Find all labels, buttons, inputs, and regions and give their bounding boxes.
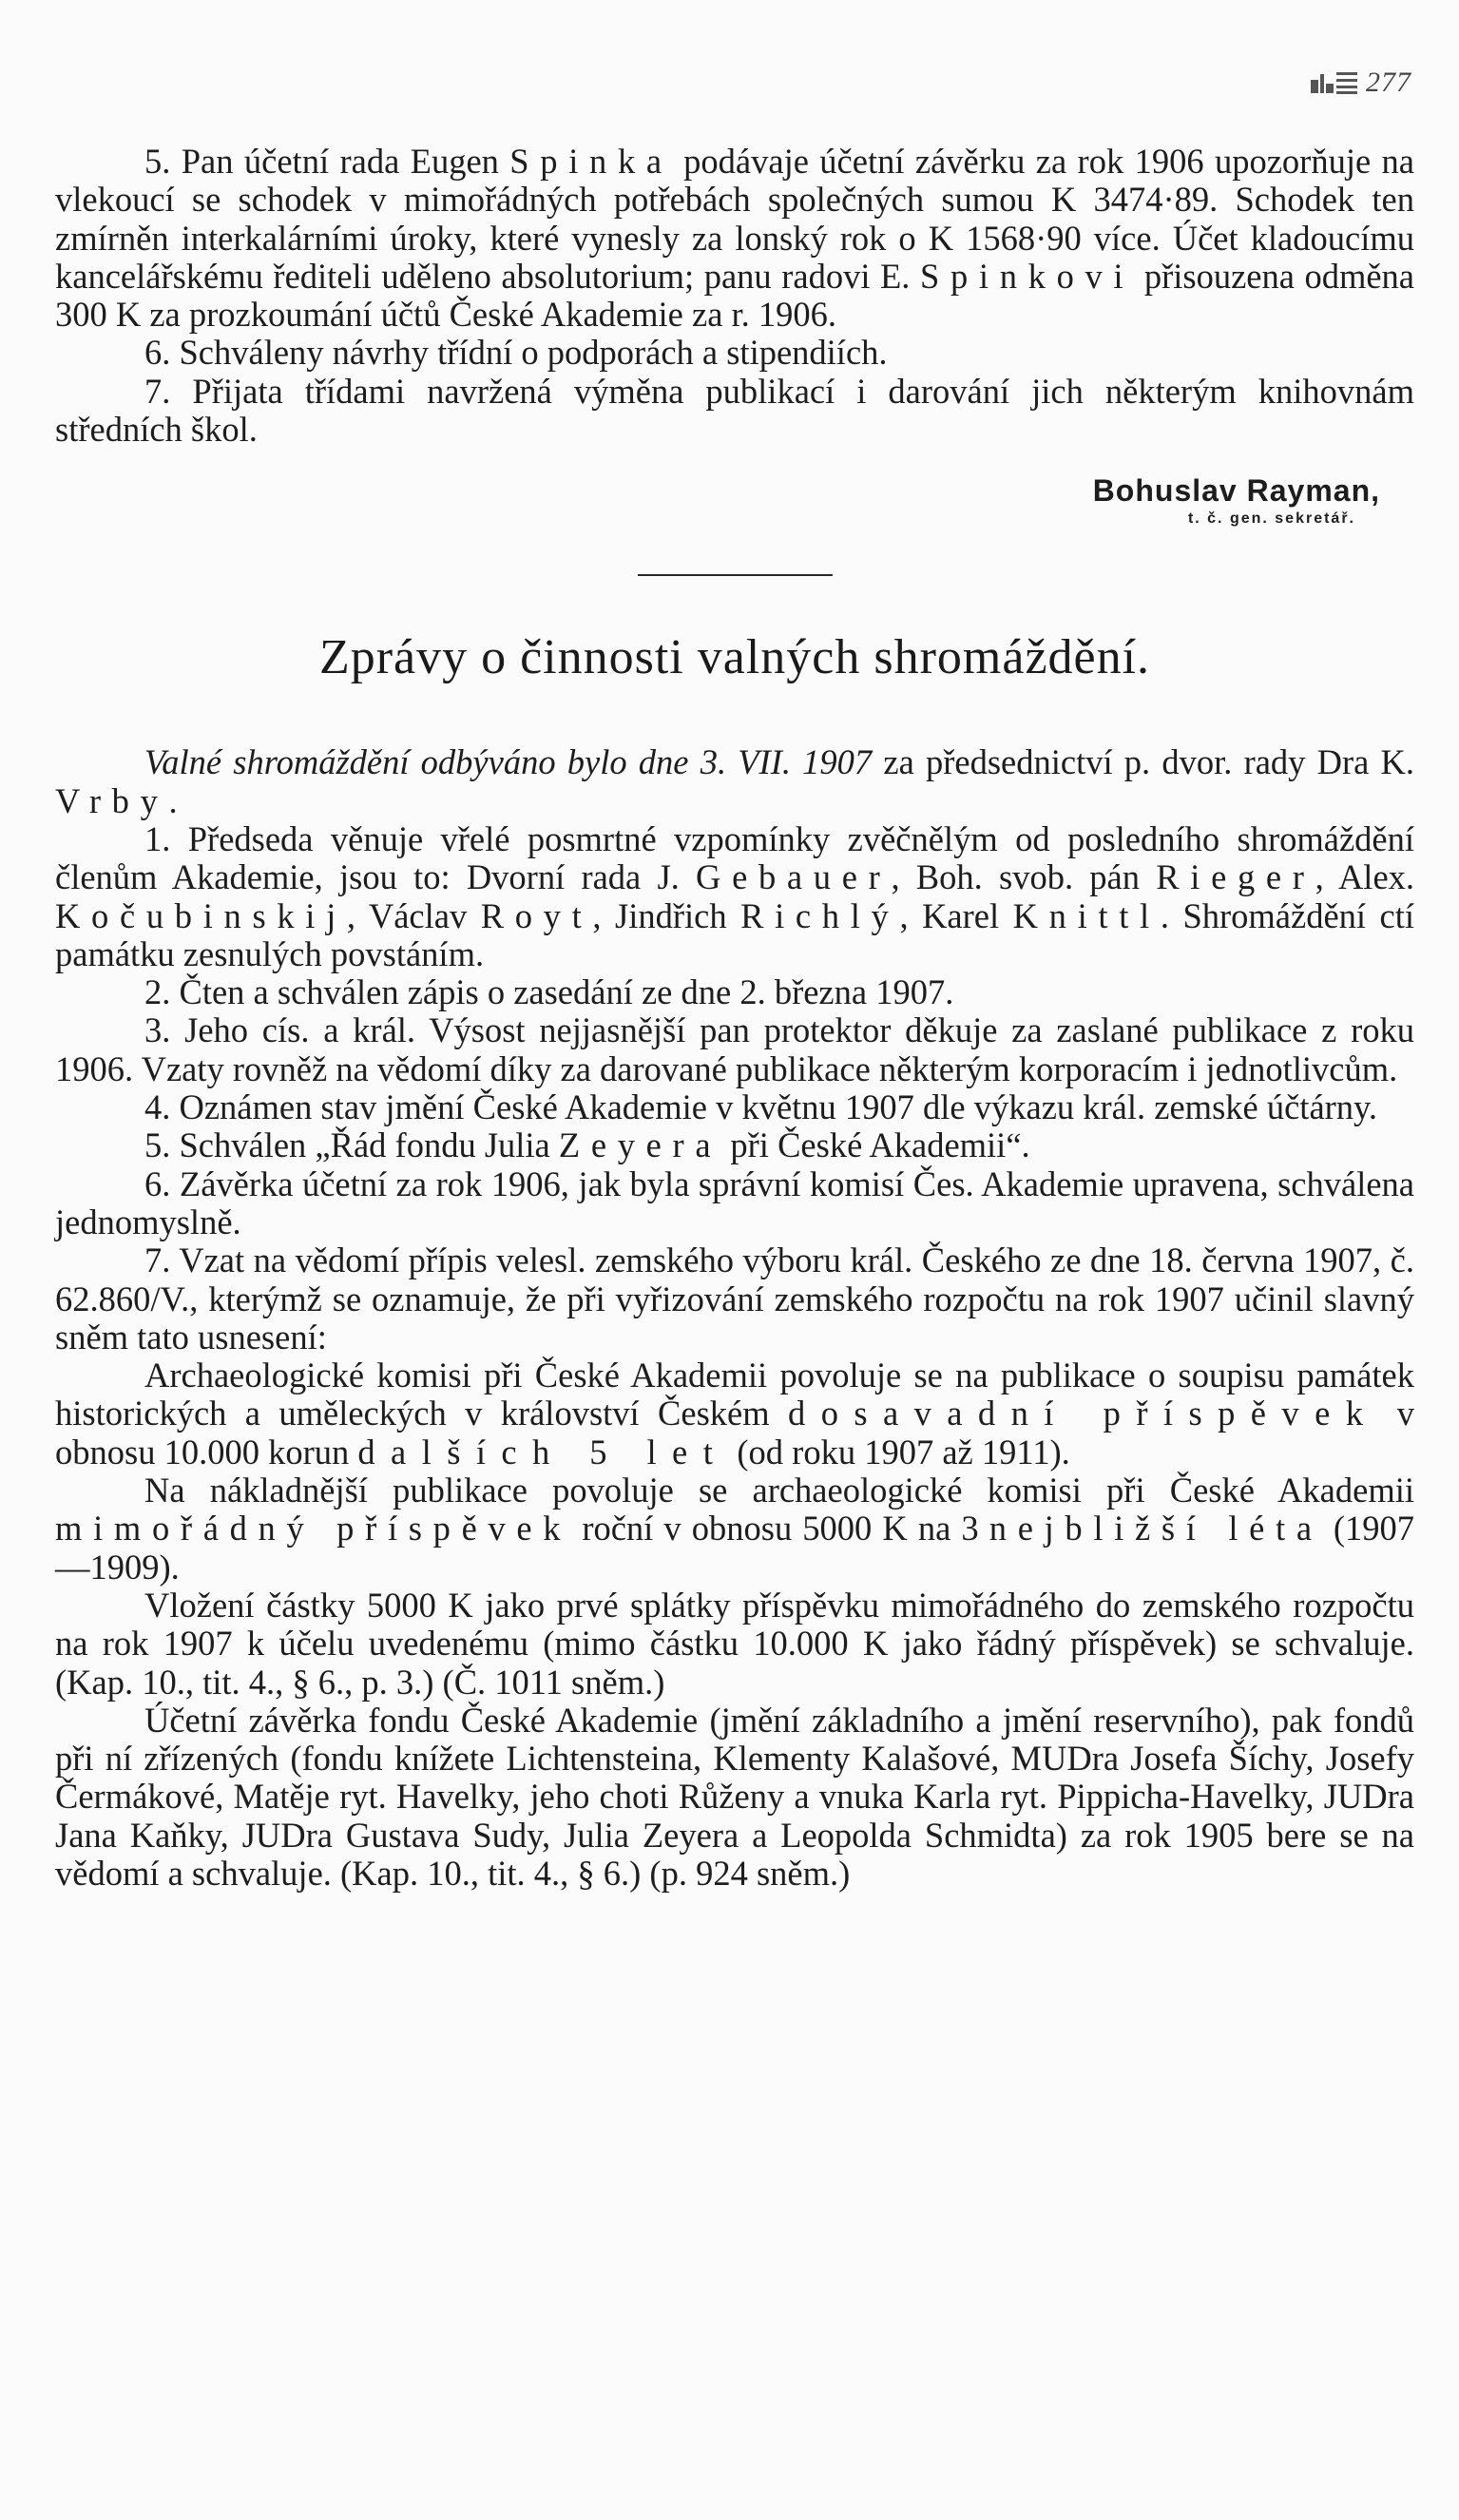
meeting-item-2: 2. Čten a schválen zápis o zasedání ze dne 2. března 1907. <box>144 972 954 1012</box>
signature-name: Bohuslav Rayman, <box>1092 473 1380 509</box>
meeting-item-5: 5. Schválen „Řád fondu Julia Zeyera při České Akademii“. <box>144 1125 1030 1165</box>
meeting-item-1: 1. Předseda věnuje vřelé posmrtné vzpomínky zvěčnělým od posledního shromáždění členům Akademie, jsou to: Dvorní rada J. Gebauer, Boh. svob. pán Rieger, Alex. Kočubinskij, Václav Royt, Jindřich Richlý, Karel Knittl. Shromáždění ctí památku zesnulých povstáním. <box>55 818 1415 973</box>
resolution-3: Vložení částky 5000 K jako prvé splátky příspěvku mimořádného do zemského rozpočtu na rok 1907 k účelu uvedenému (mimo částku 10.000 K jako řádný příspěvek) se schvaluje. (Kap. 10., tit. 4., § 6., p. 3.) (Č. 1011 sněm.) <box>55 1585 1414 1702</box>
section-heading: Zprávy o činnosti valných shromáždění. <box>318 630 1151 685</box>
meeting-intro: Valné shromáždění odbýváno bylo dne 3. VII. 1907 za předsednictví p. dvor. rady Dra K. Vrby. <box>55 742 1415 820</box>
spaced-name: Spinkovi <box>919 256 1135 296</box>
signature-title: t. č. gen. sekretář. <box>1187 510 1355 528</box>
spaced-name: Spinka <box>509 142 673 181</box>
library-stamp-icon <box>1311 70 1360 95</box>
section-divider <box>638 574 833 576</box>
signature <box>55 471 1380 529</box>
meeting-item-3: 3. Jeho cís. a král. Výsost nejjasnější pan protektor děkuje za zaslané publikace z roku 1906. Vzaty rovněž na vědomí díky za darované publikace některým korporacím i jednotlivcům. <box>55 1010 1414 1088</box>
resolution-1: Archaeologické komisi při České Akademii povoluje se na publikace o soupisu památek historických a uměleckých v království Českém dosavadní příspěvek v obnosu 10.000 korun dalších 5 let (od roku 1907 až 1911). <box>55 1356 1414 1472</box>
paragraph-item-5: 5. Pan účetní rada Eugen Spinka podávaje účetní závěrku za rok 1906 upozorňuje na vlekoucí se schodek v mimořádných potřebách společných sumou K 3474·89. Schodek ten zmírněn interkalárními úroky, které vynesly za lonský rok o K 1568·90 více. Účet kladoucímu kancelářskému řediteli uděleno absolutorium; panu radovi E. Spinkovi přisouzena odměna 300 K za prozkoumání účtů České Akademie za r. 1906. <box>55 142 1415 335</box>
document-body <box>55 143 1414 1893</box>
paragraph-item-6: 6. Schváleny návrhy třídní o podporách a stipendiích. <box>144 333 888 373</box>
page-number-text: 277 <box>1366 67 1411 98</box>
meeting-item-7: 7. Vzat na vědomí přípis velesl. zemského výboru král. Českého ze dne 18. června 1907, č. 62.860/V., kterýmž se oznamuje, že při vyřizování zemského rozpočtu na rok 1907 učinil slavný sněm tato usnesení: <box>55 1241 1414 1356</box>
paragraph-item-7: 7. Přijata třídami navržená výměna publikací i darování jich některým knihovnám středních škol. <box>55 371 1414 450</box>
resolution-2: Na nákladnější publikace povoluje se archaeologické komisi při České Akademii mimořádný příspěvek roční v obnosu 5000 K na 3 nejbližší léta (1907—1909). <box>55 1471 1415 1587</box>
meeting-item-4: 4. Oznámen stav jmění České Akademie v květnu 1907 dle výkazu král. zemské účtárny. <box>144 1087 1378 1127</box>
resolution-4: Účetní závěrka fondu České Akademie (jmění základního a jmění reservního), pak fondů při ní zřízených (fondu knížete Lichtensteina, Klementy Kalašové, MUDra Josefa Šíchy, Josefy Čermákové, Matěje ryt. Havelky, jeho choti Růženy a vnuka Karla ryt. Pippicha-Havelky, JUDra Jana Kaňky, JUDra Gustava Sudy, Julia Zeyera a Leopolda Schmidta) za rok 1905 bere se na vědomí a schvaluje. (Kap. 10., tit. 4., § 6.) (p. 924 sněm.) <box>55 1700 1414 1893</box>
page-number <box>1311 67 1411 99</box>
meeting-item-6: 6. Závěrka účetní za rok 1906, jak byla správní komisí Čes. Akademie upravena, schválena jednomyslně. <box>55 1164 1414 1241</box>
